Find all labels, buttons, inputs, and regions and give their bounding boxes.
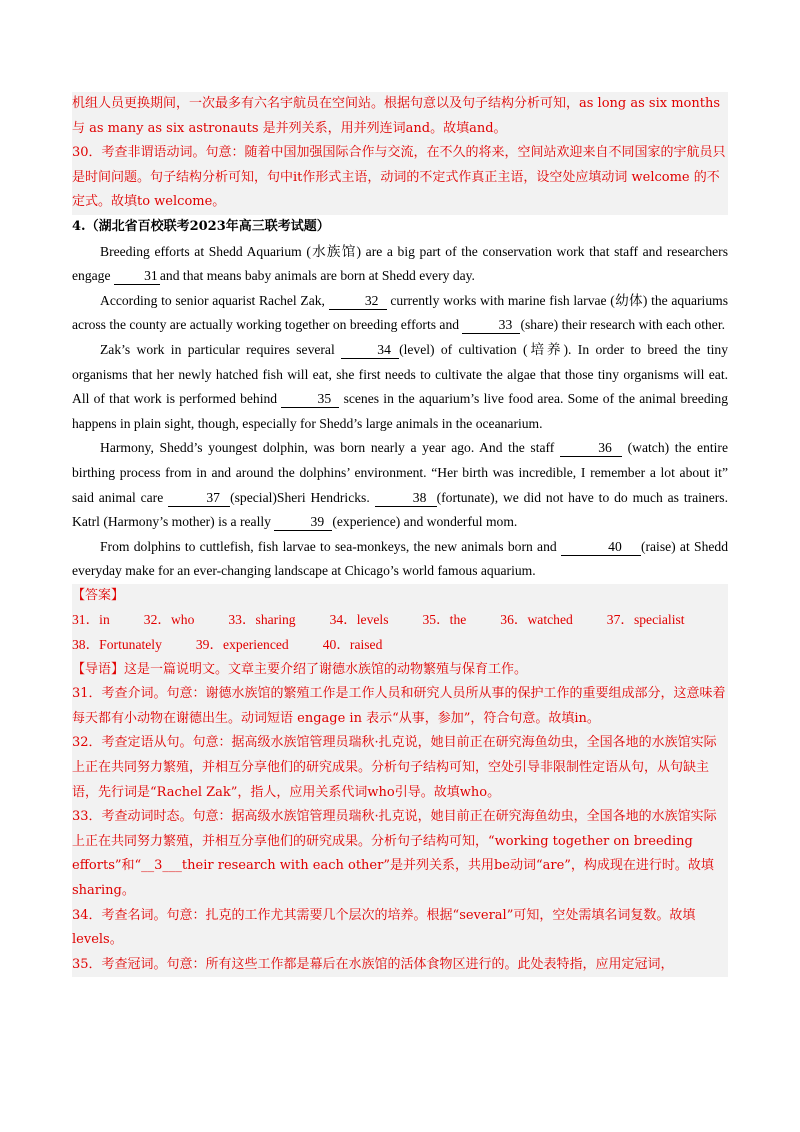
previous-answer-block: [72, 92, 728, 215]
explanation-30: 30．考查非谓语动词。句意：随着中国加强国际合作与交流，在不久的将来，空间站欢迎来自不同国家的宇航员只是时间问题。句子结构分析可知，句中it作形式主语，动词的不定式作真正主语，设空处应填动词 welcome 的不定式。故填to welcome。: [72, 145, 726, 210]
blank-32[interactable]: 32: [329, 293, 387, 310]
blank-39[interactable]: 39: [274, 514, 332, 531]
blank-40[interactable]: 40: [561, 539, 641, 556]
guide-line: [72, 658, 728, 683]
answer-label: 【答案】: [72, 587, 125, 603]
answer-item: 37．specialist: [606, 612, 685, 628]
explanation-35: 35．考查冠词。句意：所有这些工作都是幕后在水族馆的活体食物区进行的。此处表特指，应用定冠词，: [72, 956, 674, 972]
explanation-34: 34．考查名词。句意：扎克的工作尤其需要几个层次的培养。根据“several”可知，空处需填名词复数。故填levels。: [72, 907, 696, 948]
page: [72, 92, 728, 977]
passage: [72, 240, 728, 584]
explanation-32: 32．考查定语从句。句意：据高级水族馆管理员瑞秋·扎克说，她目前正在研究海鱼幼虫，全国各地的水族馆实际上正在共同努力繁殖，并相互分享他们的研究成果。分析句子结构可知，空处引导非限制性定语从句，从句缺主语，先行词是“Rachel Zak”，指人，应用关系代词who引导。故填who。: [72, 735, 717, 800]
answer-list: [72, 608, 728, 657]
blank-36[interactable]: 36: [560, 440, 622, 457]
answer-item: 33．sharing: [228, 612, 296, 628]
answer-item: 36．watched: [500, 612, 573, 628]
blank-37[interactable]: 37: [168, 490, 230, 507]
blank-33[interactable]: 33: [462, 317, 520, 334]
passage-paragraph: Harmony, Shedd’s youngest dolphin, was born nearly a year ago. And the staff 36 (watch) the entire birthing process from in and around the dolphins’ environment. “Her birth was incredible, I remember a lot about it” said animal care 37 (special)Sheri Hendricks. 38 (fortunate), we did not have to do much as trainers. Katrl (Harmony’s mother) is a really 39 (experience) and wonderful mom.: [72, 440, 728, 530]
passage-paragraph: Zak’s work in particular requires several 34 (level) of cultivation (培养). In order to breed the tiny organisms that her newly hatched fish will eat, she first needs to cultivate the algae that those tiny organisms will eat. All of that work is performed behind 35 scenes in the aquarium’s live food area. Some of the animal breeding happens in plain sight, though, especially for Shedd’s large animals in the oceanarium.: [72, 341, 728, 431]
answer-block: [72, 584, 728, 978]
blank-35[interactable]: 35: [281, 391, 339, 408]
answer-item: 34．levels: [329, 612, 389, 628]
explanation-29-cont: 机组人员更换期间，一次最多有六名宇航员在空间站。根据句意以及句子结构分析可知，as long as six months 与 as many as six astronauts 是并列关系，用并列连词and。故填and。: [72, 96, 721, 136]
answer-item: 38．Fortunately: [72, 637, 162, 653]
answer-item: 32．who: [143, 612, 195, 628]
blank-38[interactable]: 38: [375, 490, 437, 507]
explanation-31: 31．考查介词。句意：谢德水族馆的繁殖工作是工作人员和研究人员所从事的保护工作的重要组成部分，这意味着每天都有小动物在谢德出生。动词短语 engage in 表示“从事，参加”，符合句意。故填in。: [72, 686, 726, 726]
answer-item: 39．experienced: [195, 637, 289, 653]
passage-paragraph: According to senior aquarist Rachel Zak, 32 currently works with marine fish larvae (幼体) the aquariums across the county are actually working together on breeding efforts and 33 (share) their research with each other.: [72, 292, 728, 333]
answer-item: 31．in: [72, 612, 110, 628]
guide-label: 【导语】: [72, 661, 125, 677]
blank-34[interactable]: 34: [341, 342, 399, 359]
question-title: 4.（湖北省百校联考2023年高三联考试题）: [72, 218, 330, 234]
guide-text: 这是一篇说明文。文章主要介绍了谢德水族馆的动物繁殖与保育工作。: [124, 661, 528, 677]
answer-item: 40．raised: [322, 637, 383, 653]
answer-item: 35．the: [422, 612, 467, 628]
explanation-33: 33．考查动词时态。句意：据高级水族馆管理员瑞秋·扎克说，她目前正在研究海鱼幼虫，全国各地的水族馆实际上正在共同努力繁殖，并相互分享他们的研究成果。分析句子结构可知，“working together on breeding efforts”和“__3___their research with each other”是并列关系，共用be动词“are”，构成现在进行时。故填sharing。: [72, 809, 717, 898]
passage-paragraph: Breeding efforts at Shedd Aquarium (水族馆) are a big part of the conservation work that staff and researchers engage 31 and that means baby animals are born at Shedd every day.: [72, 243, 728, 284]
passage-paragraph: From dolphins to cuttlefish, fish larvae to sea-monkeys, the new animals born and 40 (raise) at Shedd everyday make for an ever-changing landscape at Chicago’s world famous aquarium.: [72, 538, 728, 579]
blank-31[interactable]: 31: [114, 268, 160, 285]
